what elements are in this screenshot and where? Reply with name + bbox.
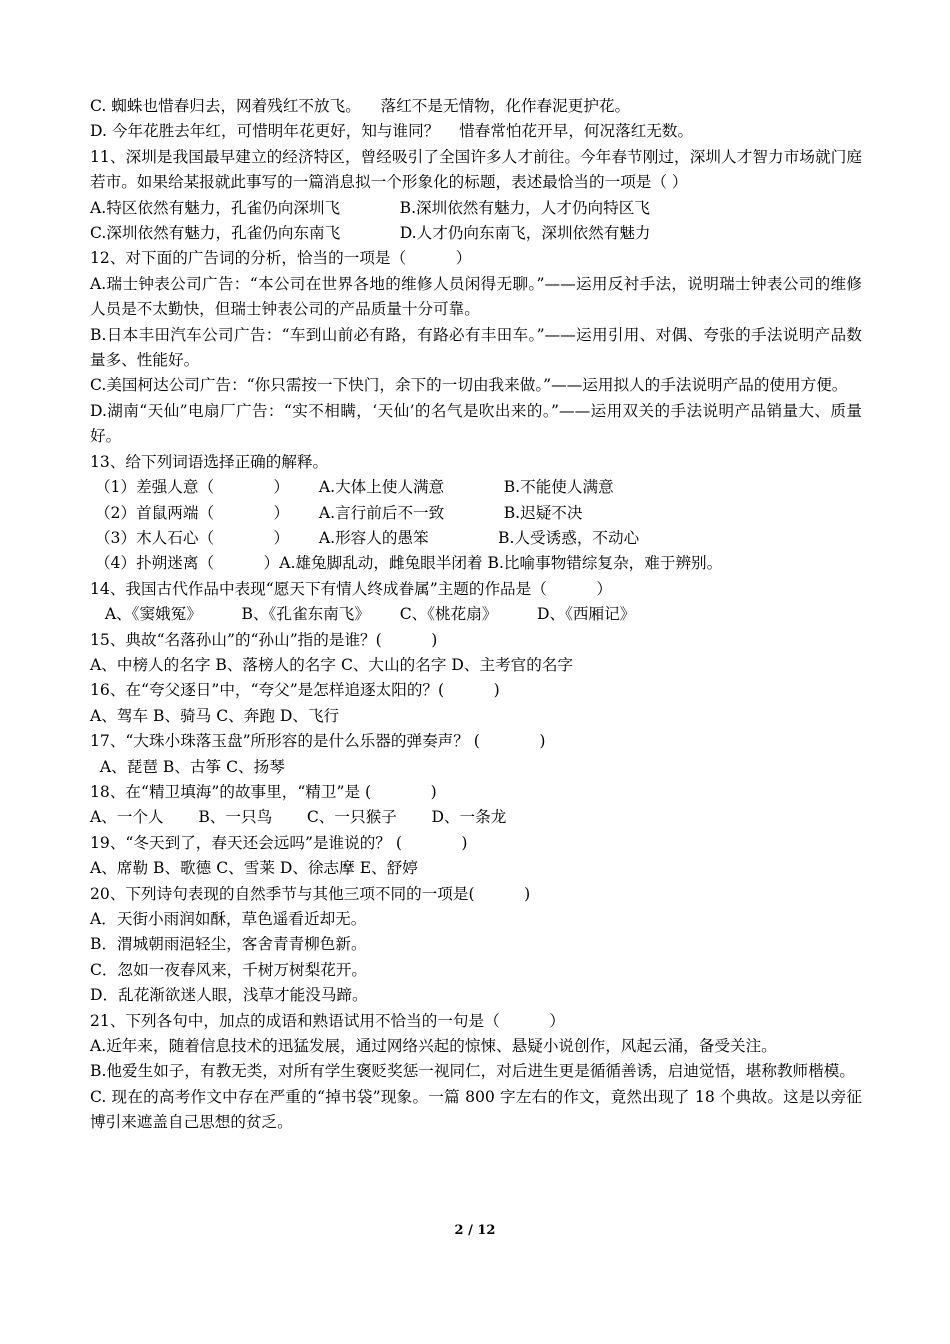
option-line: A、中榜人的名字 B、落榜人的名字 C、大山的名字 D、主考官的名字	[90, 655, 574, 674]
option-paragraph: A.近年来，随着信息技术的迅猛发展，通过网络兴起的惊悚、悬疑小说创作，风起云涌，备受关注。	[90, 1037, 777, 1056]
document-body	[90, 94, 862, 1136]
question-12: 12、对下面的广告词的分析，恰当的一项是（ ）	[90, 249, 472, 268]
option-paragraph: D.湖南“天仙”电扇厂广告：“实不相瞒，‘天仙’的名气是吹出来的。”——运用双关的手法说明产品销量大、质量好。	[90, 401, 862, 446]
page-number: 2 / 12	[454, 1223, 496, 1238]
question-19: 19、“冬天到了，春天还会远吗”是谁说的？ ( )	[90, 833, 468, 852]
question-18: 18、在“精卫填海”的故事里，“精卫”是 ( )	[90, 782, 437, 801]
option-line: D. 今年花胜去年红，可惜明年花更好，知与谁同？ 惜春常怕花开早，何况落红无数。	[90, 122, 694, 141]
option-paragraph: C. 现在的高考作文中存在严重的“掉书袋”现象。一篇 800 字左右的作文，竟然出现了 18 个典故。这是以旁征博引来遮盖自己思想的贫乏。	[90, 1087, 862, 1132]
question-15: 15、典故“名落孙山”的“孙山”指的是谁？( )	[90, 630, 438, 649]
option-line: A、琵琶 B、古筝 C、扬琴	[90, 757, 285, 776]
question-14: 14、我国古代作品中表现“愿天下有情人终成眷属”主题的作品是（ ）	[90, 579, 612, 598]
option-line: C.深圳依然有魅力，孔雀仍向东南飞 D.人才仍向东南飞，深圳依然有魅力	[90, 224, 651, 243]
option-line: A、驾车 B、骑马 C、奔跑 D、飞行	[90, 706, 340, 725]
question-11: 11、深圳是我国最早建立的经济特区，曾经吸引了全国许多人才前往。今年春节刚过，深圳人才智力市场就门庭若市。如果给某报就此事写的一篇消息拟一个形象化的标题，表述最恰当的一项是（ ）	[90, 147, 862, 192]
option-paragraph: B.他爱生如子，有教无类，对所有学生褒贬奖惩一视同仁，对后进生更是循循善诱，启迪觉悟，堪称教师楷模。	[90, 1062, 855, 1081]
option-line: A.特区依然有魅力，孔雀仍向深圳飞 B.深圳依然有魅力，人才仍向特区飞	[90, 198, 650, 217]
option-paragraph: B.日本丰田汽车公司广告：“车到山前必有路，有路必有丰田车。”——运用引用、对偶、夸张的手法说明产品数量多、性能好。	[90, 325, 862, 370]
question-17: 17、“大珠小珠落玉盘”所形容的是什么乐器的弹奏声？ ( )	[90, 732, 546, 751]
question-13: 13、给下列词语选择正确的解释。	[90, 452, 329, 471]
option-paragraph: C.美国柯达公司广告：“你只需按一下快门，余下的一切由我来做。”——运用拟人的手法说明产品的使用方便。	[90, 376, 848, 395]
option-line: A、《窦娥冤》 B、《孔雀东南飞》 C、《桃花扇》 D、《西厢记》	[90, 605, 636, 624]
option-line: D．乱花渐欲迷人眼，浅草才能没马蹄。	[90, 986, 368, 1005]
option-line: （1）差强人意（ ） A.大体上使人满意 B.不能使人满意	[90, 478, 614, 497]
option-line: A、一个人 B、一只鸟 C、一只猴子 D、一条龙	[90, 808, 507, 827]
question-21: 21、下列各句中，加点的成语和熟语试用不恰当的一句是（ ）	[90, 1011, 565, 1030]
question-20: 20、下列诗句表现的自然季节与其他三项不同的一项是( )	[90, 884, 531, 903]
option-paragraph: A.瑞士钟表公司广告：“本公司在世界各地的维修人员闲得无聊。”——运用反衬手法，说明瑞士钟表公司的维修人员是不太勤快，但瑞士钟表公司的产品质量十分可靠。	[90, 274, 862, 319]
option-line: C．忽如一夜春风来，千树万树梨花开。	[90, 960, 368, 979]
option-line: C. 蜘蛛也惜春归去，网着残红不放飞。 落红不是无情物，化作春泥更护花。	[90, 97, 631, 115]
option-line: A、席勒 B、歌德 C、雪莱 D、徐志摩 E、舒婷	[90, 859, 418, 878]
option-line: （2）首鼠两端（ ） A.言行前后不一致 B.迟疑不决	[90, 503, 583, 522]
question-16: 16、在“夸父逐日”中，“夸父”是怎样追逐太阳的？( )	[90, 681, 500, 700]
option-line: （4）扑朔迷离（ ）A.雄兔脚乱动，雌兔眼半闭着 B.比喻事物错综复杂，难于辨别。	[90, 554, 723, 573]
option-line: （3）木人石心（ ） A.形容人的愚笨 B.人受诱惑，不动心	[90, 528, 640, 547]
option-line: A．天街小雨润如酥，草色遥看近却无。	[90, 910, 367, 928]
option-line: B．渭城朝雨浥轻尘，客舍青青柳色新。	[90, 935, 367, 954]
